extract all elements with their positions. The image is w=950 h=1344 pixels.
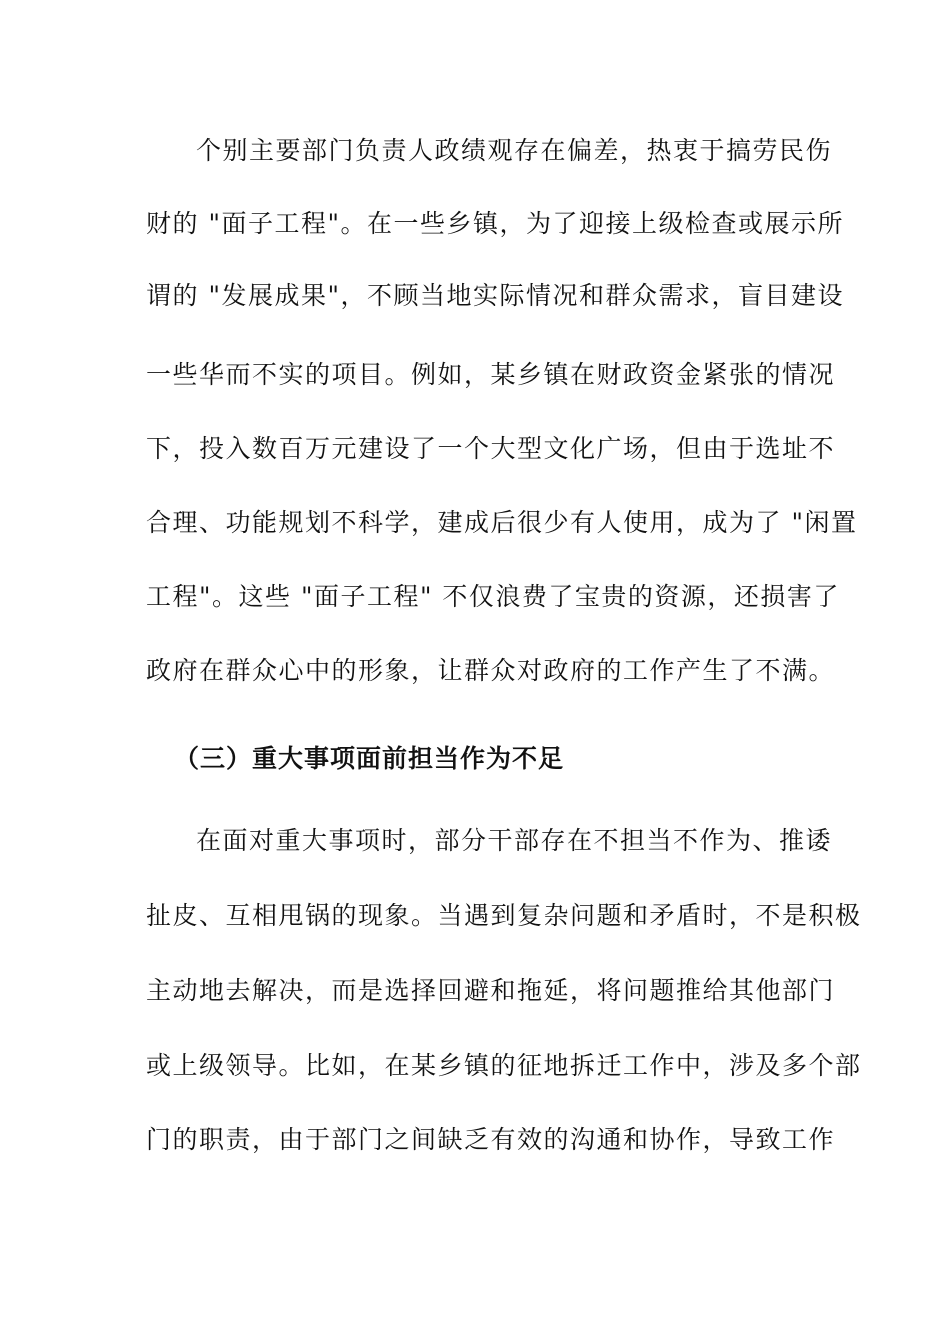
paragraph-1-line-4: 一些华而不实的项目。例如，某乡镇在财政资金紧张的情况 [146, 360, 836, 389]
paragraph-1-line-7: 工程"。这些 "面子工程" 不仅浪费了宝贵的资源，还损害了 [146, 582, 840, 611]
paragraph-1-line-2: 财的 "面子工程"。在一些乡镇，为了迎接上级检查或展示所 [146, 209, 844, 238]
section-heading: （三）重大事项面前担当作为不足 [174, 744, 565, 773]
paragraph-1-line-8: 政府在群众心中的形象，让群众对政府的工作产生了不满。 [146, 656, 836, 685]
paragraph-2-line-4: 或上级领导。比如，在某乡镇的征地拆迁工作中，涉及多个部 [146, 1051, 862, 1080]
paragraph-2-line-2: 扯皮、互相甩锅的现象。当遇到复杂问题和矛盾时，不是积极 [146, 901, 862, 930]
paragraph-1-line-5: 下，投入数百万元建设了一个大型文化广场，但由于选址不 [146, 434, 836, 463]
paragraph-1-line-1: 个别主要部门负责人政绩观存在偏差，热衷于搞劳民伤 [196, 136, 833, 165]
paragraph-1-line-6: 合理、功能规划不科学，建成后很少有人使用，成为了 "闲置 [146, 508, 858, 537]
paragraph-2-line-1: 在面对重大事项时，部分干部存在不担当不作为、推诿 [196, 826, 833, 855]
paragraph-2-line-5: 门的职责，由于部门之间缺乏有效的沟通和协作，导致工作 [146, 1125, 836, 1154]
paragraph-1-line-3: 谓的 "发展成果"，不顾当地实际情况和群众需求，盲目建设 [146, 281, 844, 310]
paragraph-2-line-3: 主动地去解决，而是选择回避和拖延，将问题推给其他部门 [146, 976, 836, 1005]
